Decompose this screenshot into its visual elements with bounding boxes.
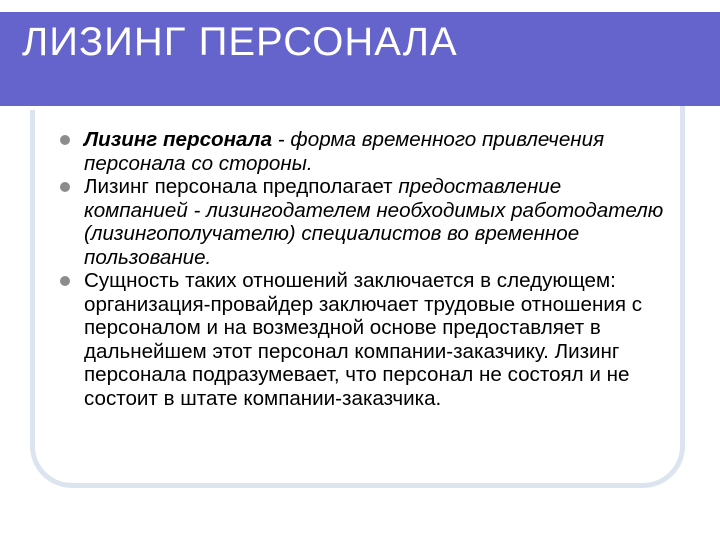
bullet-dot-icon bbox=[60, 135, 70, 145]
bullet-list bbox=[60, 128, 670, 410]
bullet-lead: Лизинг персонала предполагает bbox=[84, 175, 399, 198]
bullet-text: Сущность таких отношений заключается в следующем: организация-провайдер заключает трудовые отношения с персоналом и на возмездной основе предоставляет в дальнейшем этот персонал компании-заказчику. Лизинг персонала подразумевает, что персонал не состоял и не состоит в штате компании-заказчика. bbox=[84, 269, 643, 410]
bullet-item-essence bbox=[60, 269, 670, 410]
bullet-dot-icon bbox=[60, 276, 70, 286]
title-bar bbox=[0, 12, 720, 106]
bullet-item-definition bbox=[60, 128, 670, 175]
bullet-dot-icon bbox=[60, 182, 70, 192]
bullet-term: Лизинг персонала bbox=[84, 128, 273, 151]
bullet-item-assumption bbox=[60, 175, 670, 269]
bullet-text: предоставление компанией - лизингодателем необходимых работодателю (лизингополучателю) специалистов во временное пользование. bbox=[84, 175, 664, 269]
title-underline bbox=[0, 106, 636, 110]
slide-title: ЛИЗИНГ ПЕРСОНАЛА bbox=[22, 20, 458, 64]
bullet-text: - форма временного привлечения персонала со стороны. bbox=[84, 128, 605, 175]
